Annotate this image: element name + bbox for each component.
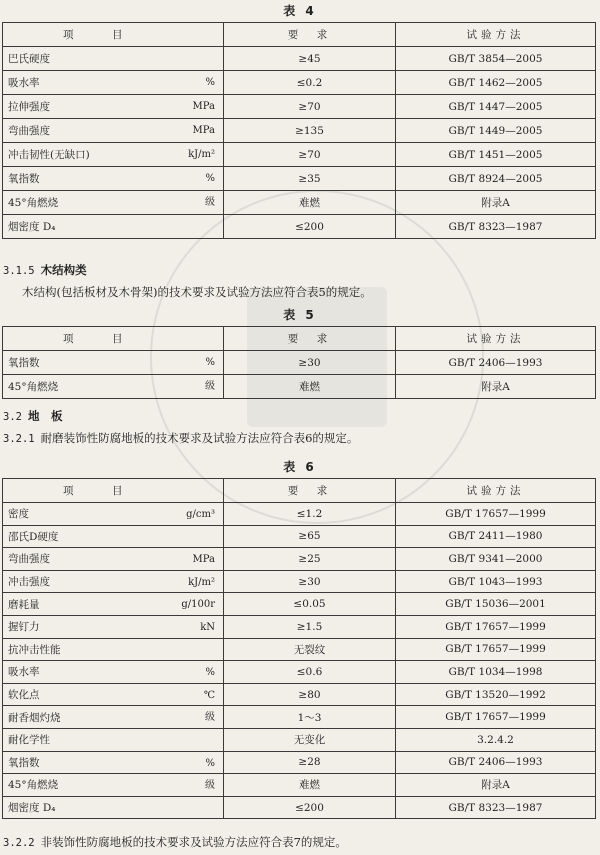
cell-test-method: GB/T 8924—2005 xyxy=(396,167,596,191)
cell-item xyxy=(3,351,224,375)
cell-requirement: ≤1.2 xyxy=(224,503,396,526)
cell-requirement: ≥70 xyxy=(224,95,396,119)
cell-test-method: GB/T 8323—1987 xyxy=(396,215,596,239)
table-row xyxy=(3,143,596,167)
item-name: 耐香烟灼烧 xyxy=(8,711,61,724)
cell-requirement: 难燃 xyxy=(224,774,396,797)
table-header-row xyxy=(3,23,596,47)
cell-requirement: 无变化 xyxy=(224,728,396,751)
cell-item xyxy=(3,706,224,729)
item-name: 软化点 xyxy=(8,689,40,702)
cell-test-method: GB/T 15036—2001 xyxy=(396,593,596,616)
cell-requirement: 难燃 xyxy=(224,191,396,215)
cell-test-method: GB/T 2411—1980 xyxy=(396,525,596,548)
table-row xyxy=(3,375,596,399)
header-method: 试验方法 xyxy=(396,479,596,503)
table-header-row xyxy=(3,479,596,503)
item-name: 弯曲强度 xyxy=(8,125,50,137)
cell-test-method: 附录A xyxy=(396,375,596,399)
table-row xyxy=(3,95,596,119)
cell-requirement: ≤0.6 xyxy=(224,661,396,684)
cell-test-method: GB/T 1447—2005 xyxy=(396,95,596,119)
section-number: 3.1.5 xyxy=(3,265,35,277)
item-unit: kJ/m² xyxy=(188,149,215,160)
header-requirement: 要 求 xyxy=(224,327,396,351)
table5-caption: 表 5 xyxy=(283,308,317,322)
cell-item xyxy=(3,95,224,119)
item-name: 45°角燃烧 xyxy=(8,381,59,393)
cell-requirement: ≤200 xyxy=(224,796,396,819)
cell-requirement: 1～3 xyxy=(224,706,396,729)
table-row xyxy=(3,525,596,548)
cell-test-method: 3.2.4.2 xyxy=(396,728,596,751)
header-method: 试验方法 xyxy=(396,23,596,47)
cell-test-method: GB/T 2406—1993 xyxy=(396,751,596,774)
table-row xyxy=(3,191,596,215)
table-row xyxy=(3,661,596,684)
cell-test-method: GB/T 17657—1999 xyxy=(396,638,596,661)
cell-requirement: ≥70 xyxy=(224,143,396,167)
table4-caption: 表 4 xyxy=(283,4,317,18)
header-item: 项 目 xyxy=(3,23,224,47)
item-unit: MPa xyxy=(192,101,215,112)
cell-requirement: ≥135 xyxy=(224,119,396,143)
table-row xyxy=(3,593,596,616)
cell-test-method: GB/T 1451—2005 xyxy=(396,143,596,167)
table-row xyxy=(3,751,596,774)
cell-test-method: GB/T 3854—2005 xyxy=(396,47,596,71)
cell-requirement: 无裂纹 xyxy=(224,638,396,661)
table-row xyxy=(3,615,596,638)
cell-item xyxy=(3,593,224,616)
table-row xyxy=(3,796,596,819)
cell-item xyxy=(3,191,224,215)
item-name: 氧指数 xyxy=(8,357,40,369)
cell-test-method: GB/T 1034—1998 xyxy=(396,661,596,684)
cell-item xyxy=(3,215,224,239)
item-name: 弯曲强度 xyxy=(8,553,50,566)
table-row xyxy=(3,683,596,706)
section-3-2 xyxy=(3,408,62,424)
cell-item xyxy=(3,525,224,548)
item-name: 密度 xyxy=(8,508,29,521)
header-item: 项 目 xyxy=(3,327,224,351)
section-3-2-2 xyxy=(3,834,347,850)
item-name: 烟密度 D₄ xyxy=(8,221,56,233)
table-row xyxy=(3,503,596,526)
header-item: 项 目 xyxy=(3,479,224,503)
cell-requirement: ≥30 xyxy=(224,351,396,375)
item-unit: MPa xyxy=(192,554,215,566)
item-name: 吸水率 xyxy=(8,77,40,89)
cell-item xyxy=(3,638,224,661)
table-row xyxy=(3,638,596,661)
table-row xyxy=(3,351,596,375)
item-name: 握钉力 xyxy=(8,621,40,634)
cell-test-method: GB/T 1462—2005 xyxy=(396,71,596,95)
table-row xyxy=(3,47,596,71)
item-name: 冲击强度 xyxy=(8,576,50,589)
item-name: 磨耗量 xyxy=(8,598,40,611)
item-unit: g/cm³ xyxy=(186,509,215,520)
section-number: 3.2.2 xyxy=(3,837,35,849)
cell-requirement: ≥80 xyxy=(224,683,396,706)
item-unit: MPa xyxy=(192,125,215,136)
item-unit: % xyxy=(205,667,215,679)
cell-item xyxy=(3,47,224,71)
header-requirement: 要 求 xyxy=(224,23,396,47)
cell-requirement: ≤200 xyxy=(224,215,396,239)
table-row xyxy=(3,728,596,751)
item-name: 45°角燃烧 xyxy=(8,197,59,209)
cell-item xyxy=(3,751,224,774)
item-unit: 级 xyxy=(205,381,215,392)
cell-item xyxy=(3,167,224,191)
item-name: 氧指数 xyxy=(8,756,40,769)
cell-item xyxy=(3,119,224,143)
table6-caption: 表 6 xyxy=(283,460,317,474)
item-unit: ℃ xyxy=(203,689,215,701)
item-unit: 级 xyxy=(205,712,215,724)
table-row xyxy=(3,548,596,571)
cell-requirement: 难燃 xyxy=(224,375,396,399)
item-name: 抗冲击性能 xyxy=(8,643,61,656)
cell-requirement: ≥1.5 xyxy=(224,615,396,638)
cell-requirement: ≤0.05 xyxy=(224,593,396,616)
header-method: 试验方法 xyxy=(396,327,596,351)
item-name: 吸水率 xyxy=(8,666,40,679)
section-text: 非装饰性防腐地板的技术要求及试验方法应符合表7的规定。 xyxy=(40,835,347,849)
item-unit: % xyxy=(205,173,215,184)
cell-item xyxy=(3,796,224,819)
cell-item xyxy=(3,615,224,638)
cell-test-method: 附录A xyxy=(396,191,596,215)
section-text: 耐磨装饰性防腐地板的技术要求及试验方法应符合表6的规定。 xyxy=(40,431,359,445)
header-requirement: 要 求 xyxy=(224,479,396,503)
cell-test-method: GB/T 17657—1999 xyxy=(396,503,596,526)
item-name: 邵氏D硬度 xyxy=(8,530,59,543)
cell-item xyxy=(3,728,224,751)
cell-requirement: ≥65 xyxy=(224,525,396,548)
item-name: 冲击韧性(无缺口) xyxy=(8,149,90,161)
cell-test-method: GB/T 9341—2000 xyxy=(396,548,596,571)
cell-test-method: GB/T 17657—1999 xyxy=(396,706,596,729)
table-row xyxy=(3,706,596,729)
item-unit: % xyxy=(205,77,215,88)
cell-test-method: GB/T 17657—1999 xyxy=(396,615,596,638)
cell-test-method: GB/T 1449—2005 xyxy=(396,119,596,143)
cell-requirement: ≥25 xyxy=(224,548,396,571)
cell-test-method: GB/T 1043—1993 xyxy=(396,570,596,593)
cell-item xyxy=(3,503,224,526)
section-number: 3.2.1 xyxy=(3,433,35,445)
item-unit: g/100r xyxy=(181,599,215,611)
table6 xyxy=(2,478,596,819)
cell-item xyxy=(3,143,224,167)
cell-item xyxy=(3,774,224,797)
item-unit: 级 xyxy=(205,197,215,208)
cell-item xyxy=(3,548,224,571)
table4 xyxy=(2,22,596,239)
item-name: 拉伸强度 xyxy=(8,101,50,113)
cell-requirement: ≥28 xyxy=(224,751,396,774)
paragraph-3-1-5: 木结构(包括板材及木骨架)的技术要求及试验方法应符合表5的规定。 xyxy=(22,285,372,299)
cell-test-method: GB/T 2406—1993 xyxy=(396,351,596,375)
cell-test-method: GB/T 13520—1992 xyxy=(396,683,596,706)
item-unit: % xyxy=(205,357,215,368)
cell-item xyxy=(3,570,224,593)
item-unit: kN xyxy=(200,621,215,633)
cell-test-method: GB/T 8323—1987 xyxy=(396,796,596,819)
table-row xyxy=(3,167,596,191)
table-row xyxy=(3,119,596,143)
item-name: 氧指数 xyxy=(8,173,40,185)
cell-requirement: ≥45 xyxy=(224,47,396,71)
table5 xyxy=(2,326,596,399)
item-name: 耐化学性 xyxy=(8,734,50,747)
section-number: 3.2 xyxy=(3,411,22,423)
table-header-row xyxy=(3,327,596,351)
table-row xyxy=(3,71,596,95)
cell-item xyxy=(3,661,224,684)
section-title: 木结构类 xyxy=(40,263,87,277)
table-row xyxy=(3,570,596,593)
cell-item xyxy=(3,71,224,95)
section-3-1-5 xyxy=(3,262,87,278)
section-title: 地 板 xyxy=(27,409,63,423)
item-unit: kJ/m² xyxy=(188,576,215,588)
cell-requirement: ≥35 xyxy=(224,167,396,191)
table-row xyxy=(3,774,596,797)
item-unit: % xyxy=(205,757,215,769)
item-name: 巴氏硬度 xyxy=(8,53,50,65)
section-3-2-1 xyxy=(3,430,358,446)
cell-requirement: ≤0.2 xyxy=(224,71,396,95)
item-name: 烟密度 D₄ xyxy=(8,802,56,815)
cell-test-method: 附录A xyxy=(396,774,596,797)
table-row xyxy=(3,215,596,239)
cell-item xyxy=(3,375,224,399)
item-unit: 级 xyxy=(205,780,215,792)
cell-item xyxy=(3,683,224,706)
item-name: 45°角燃烧 xyxy=(8,779,59,792)
cell-requirement: ≥30 xyxy=(224,570,396,593)
